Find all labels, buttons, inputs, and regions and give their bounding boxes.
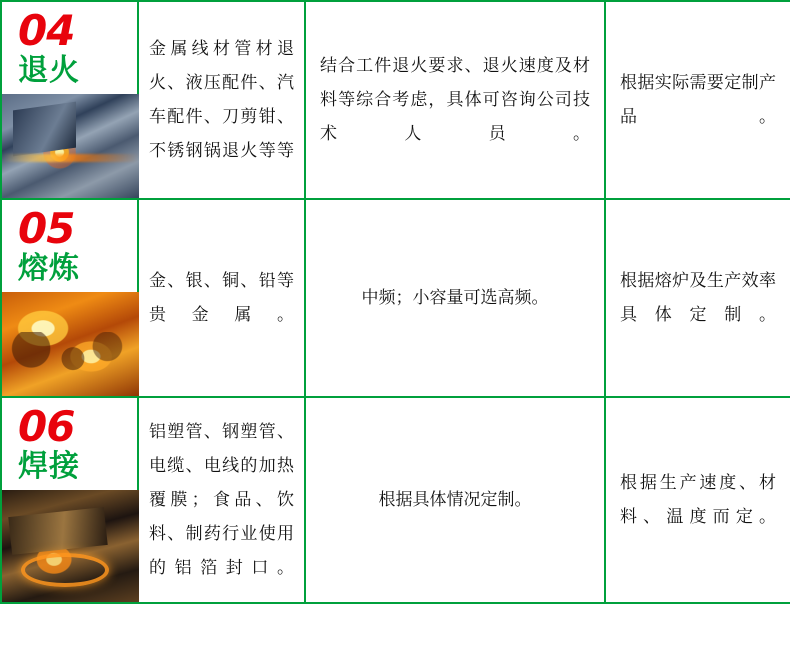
notes-cell <box>305 1 605 199</box>
made-cell <box>605 199 790 397</box>
welding-photo <box>2 490 139 602</box>
made-cell <box>605 397 790 603</box>
process-title: 退火 <box>18 54 80 87</box>
notes-cell <box>305 199 605 397</box>
applications-text: 金、银、铜、铅等贵金属。 <box>149 271 294 324</box>
annealing-photo <box>2 94 139 198</box>
notes-text: 根据具体情况定制。 <box>378 490 532 509</box>
applications-cell <box>138 1 305 199</box>
process-cell-welding <box>1 397 138 603</box>
notes-text: 中频；小容量可选高频。 <box>361 288 549 307</box>
process-cell-melting <box>1 199 138 397</box>
melting-photo <box>2 292 139 396</box>
row-number: 04 <box>18 6 75 55</box>
process-title: 熔炼 <box>18 252 80 285</box>
made-text: 根据实际需要定制产品。 <box>620 73 776 126</box>
table-row <box>1 1 790 199</box>
process-title: 焊接 <box>18 450 80 483</box>
process-cell-annealing <box>1 1 138 199</box>
applications-cell <box>138 199 305 397</box>
applications-cell <box>138 397 305 603</box>
made-text: 根据生产速度、材料、温度而定。 <box>620 473 776 526</box>
applications-text: 铝塑管、钢塑管、电缆、电线的加热覆膜；食品、饮料、制药行业使用的铝箔封口。 <box>149 422 294 577</box>
row-number: 06 <box>18 402 75 451</box>
table-row <box>1 199 790 397</box>
row-number: 05 <box>18 204 75 253</box>
made-text: 根据熔炉及生产效率具体定制。 <box>620 271 776 324</box>
notes-cell <box>305 397 605 603</box>
table-row <box>1 397 790 603</box>
made-cell <box>605 1 790 199</box>
applications-text: 金属线材管材退火、液压配件、汽车配件、刀剪钳、不锈钢锅退火等等 <box>149 39 294 160</box>
notes-text: 结合工件退火要求、退火速度及材料等综合考虑，具体可咨询公司技术人员。 <box>320 56 590 143</box>
